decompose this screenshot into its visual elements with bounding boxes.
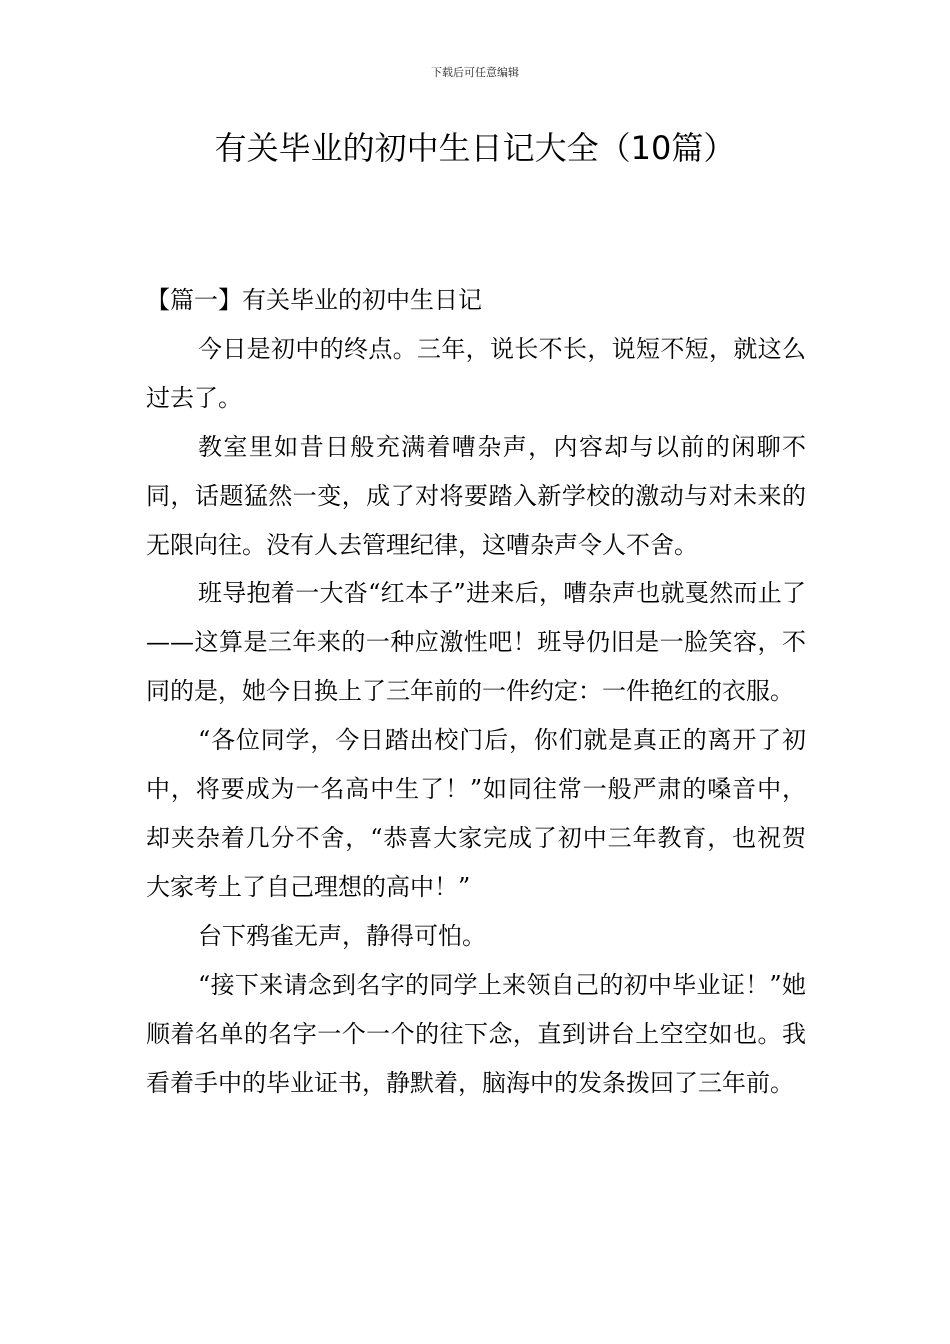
paragraph: “接下来请念到名字的同学上来领自己的初中毕业证！”她顺着名单的名字一个一个的往下念，直到讲台上空空如也。我看着手中的毕业证书，静默着，脑海中的发条拨回了三年前。 <box>146 970 806 1097</box>
document-title: 有关毕业的初中生日记大全（10篇） <box>214 129 736 167</box>
paragraph: 台下鸦雀无声，静得可怕。 <box>198 921 486 950</box>
paragraph: 教室里如昔日般充满着嘈杂声，内容却与以前的闲聊不同，话题猛然一变，成了对将要踏入新学校的激动与对未来的无限向往。没有人去管理纪律，这嘈杂声令人不舍。 <box>146 432 806 559</box>
paragraph: 班导抱着一大沓“红本子”进来后，嘈杂声也就戛然而止了——这算是三年来的一种应激性吧！班导仍旧是一脸笑容，不同的是，她今日换上了三年前的一件约定：一件艳红的衣服。 <box>146 579 806 706</box>
document-body <box>146 276 806 1107</box>
paragraph: 今日是初中的终点。三年，说长不长，说短不短，就这么过去了。 <box>146 334 806 412</box>
paragraph: “各位同学，今日踏出校门后，你们就是真正的离开了初中，将要成为一名高中生了！”如同往常一般严肃的嗓音中，却夹杂着几分不舍，“恭喜大家完成了初中三年教育，也祝贺大家考上了自己理想的高中！” <box>146 726 806 901</box>
section-heading: 【篇一】有关毕业的初中生日记 <box>146 286 482 314</box>
header-note: 下载后可任意编辑 <box>431 66 519 79</box>
